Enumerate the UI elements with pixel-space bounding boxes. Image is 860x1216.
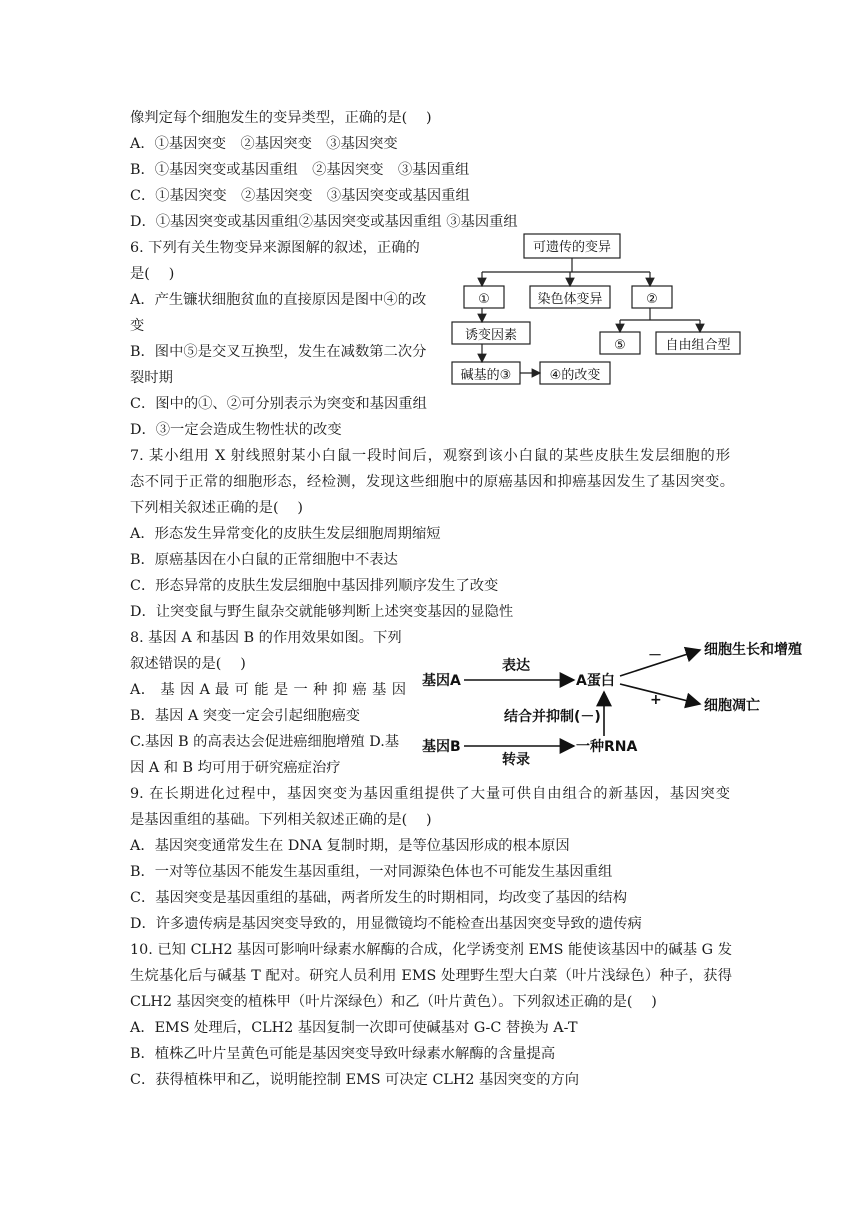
option-line: B．植株乙叶片呈黄色可能是基因突变导致叶绿素水解酶的含量提高: [130, 1046, 556, 1062]
option-line: C．①基因突变 ②基因突变 ③基因突变或基因重组: [130, 188, 470, 204]
label-free-combination: 自由组合型: [665, 338, 731, 353]
option-line: A．①基因突变 ②基因突变 ③基因突变: [130, 136, 398, 152]
option-line: B．基因 A 突变一定会引起细胞癌变: [130, 708, 361, 724]
option-line: A．基因突变通常发生在 DNA 复制时期，是等位基因形成的根本原因: [130, 838, 570, 854]
question-7-stem: 7. 某小组用 X 射线照射某小白鼠一段时间后，观察到该小白鼠的某些皮肤生发层细胞的形: [130, 448, 730, 464]
option-line: D．许多遗传病是基因突变导致的，用显微镜均不能检查出基因突变导致的遗传病: [130, 916, 642, 932]
option-line: C.基因 B 的高表达会促进癌细胞增殖 D.基: [130, 734, 400, 750]
question-6-stem: 6. 下列有关生物变异来源图解的叙述，正确的: [130, 240, 420, 256]
gene-ab-diagram: [418, 630, 818, 770]
question-9-stem: 是基因重组的基础。下列相关叙述正确的是( ): [130, 812, 432, 828]
option-line: C．图中的①、②可分别表示为突变和基因重组: [130, 396, 427, 412]
question-10-stem: 生烷基化后与碱基 T 配对。研究人员利用 EMS 处理野生型大白菜（叶片浅绿色）种子，获得: [130, 968, 732, 984]
option-line: D．①基因突变或基因重组②基因突变或基因重组 ③基因重组: [130, 214, 518, 230]
question-6-stem: 是( ): [130, 266, 175, 282]
label-5: ⑤: [614, 338, 626, 353]
question-8-stem: 8. 基因 A 和基因 B 的作用效果如图。下列: [130, 630, 402, 646]
question-8-stem: 叙述错误的是( ): [130, 656, 246, 672]
option-line: D．让突变鼠与野生鼠杂交就能够判断上述突变基因的显隐性: [130, 604, 514, 620]
label-2: ②: [646, 292, 658, 307]
label-protein-a: A蛋白: [576, 673, 615, 689]
label-minus: －: [648, 648, 662, 664]
label-gene-a: 基因A: [422, 673, 461, 689]
option-line: B．①基因突变或基因重组 ②基因突变 ③基因重组: [130, 162, 470, 178]
option-line: 因 A 和 B 均可用于研究癌症治疗: [130, 760, 341, 776]
option-line: B．原癌基因在小白鼠的正常细胞中不表达: [130, 552, 398, 568]
question-9-stem: 9. 在长期进化过程中，基因突变为基因重组提供了大量可供自由组合的新基因，基因突变: [130, 786, 730, 802]
option-line: D．③一定会造成生物性状的改变: [130, 422, 342, 438]
question-10-stem: CLH2 基因突变的植株甲（叶片深绿色）和乙（叶片黄色）。下列叙述正确的是( ): [130, 994, 657, 1010]
label-heritable-variation: 可遗传的变异: [532, 240, 612, 255]
question-7-stem: 态不同于正常的细胞形态，经检测，发现这些细胞中的原癌基因和抑癌基因发生了基因突变。: [130, 474, 734, 490]
option-line: A． 基 因 A 最 可 能 是 一 种 抑 癌 基 因: [130, 682, 406, 698]
option-line: B．一对等位基因不能发生基因重组，一对同源染色体也不可能发生基因重组: [130, 864, 613, 880]
option-line: C．形态异常的皮肤生发层细胞中基因排列顺序发生了改变: [130, 578, 499, 594]
label-cell-growth: 细胞生长和增殖: [704, 642, 802, 658]
question-7-stem: 下列相关叙述正确的是( ): [130, 500, 303, 516]
label-rna: 一种RNA: [576, 739, 638, 755]
option-line: A．EMS 处理后，CLH2 基因复制一次即可使碱基对 G-C 替换为 A-T: [130, 1020, 578, 1036]
option-line: C．基因突变是基因重组的基础，两者所发生的时期相同，均改变了基因的结构: [130, 890, 628, 906]
option-line: A．形态发生异常变化的皮肤生发层细胞周期缩短: [130, 526, 441, 542]
text-line: 像判定每个细胞发生的变异类型，正确的是( ): [130, 110, 432, 126]
label-gene-b: 基因B: [422, 739, 461, 755]
label-change-4: ④的改变: [549, 368, 601, 383]
option-line: B．图中⑤是交叉互换型，发生在减数第二次分: [130, 344, 427, 360]
label-chromosome-variation: 染色体变异: [537, 292, 603, 307]
label-express: 表达: [502, 658, 530, 674]
label-apoptosis: 细胞凋亡: [704, 698, 760, 714]
variation-source-diagram: [440, 228, 770, 398]
label-plus: +: [650, 692, 662, 708]
option-line: 裂时期: [130, 370, 173, 386]
option-line: 变: [130, 318, 145, 334]
label-base-3: 碱基的③: [460, 368, 512, 383]
option-line: C．获得植株甲和乙，说明能控制 EMS 可决定 CLH2 基因突变的方向: [130, 1072, 580, 1088]
question-10-stem: 10. 已知 CLH2 基因可影响叶绿素水解酶的合成，化学诱变剂 EMS 能使该基因中的碱基 G 发: [130, 942, 732, 958]
label-mutagen: 诱变因素: [464, 328, 518, 343]
option-line: A．产生镰状细胞贫血的直接原因是图中④的改: [130, 292, 427, 308]
label-bind-inhibit: 结合并抑制(－): [504, 709, 601, 725]
label-1: ①: [478, 292, 490, 307]
label-transcribe: 转录: [502, 752, 530, 768]
